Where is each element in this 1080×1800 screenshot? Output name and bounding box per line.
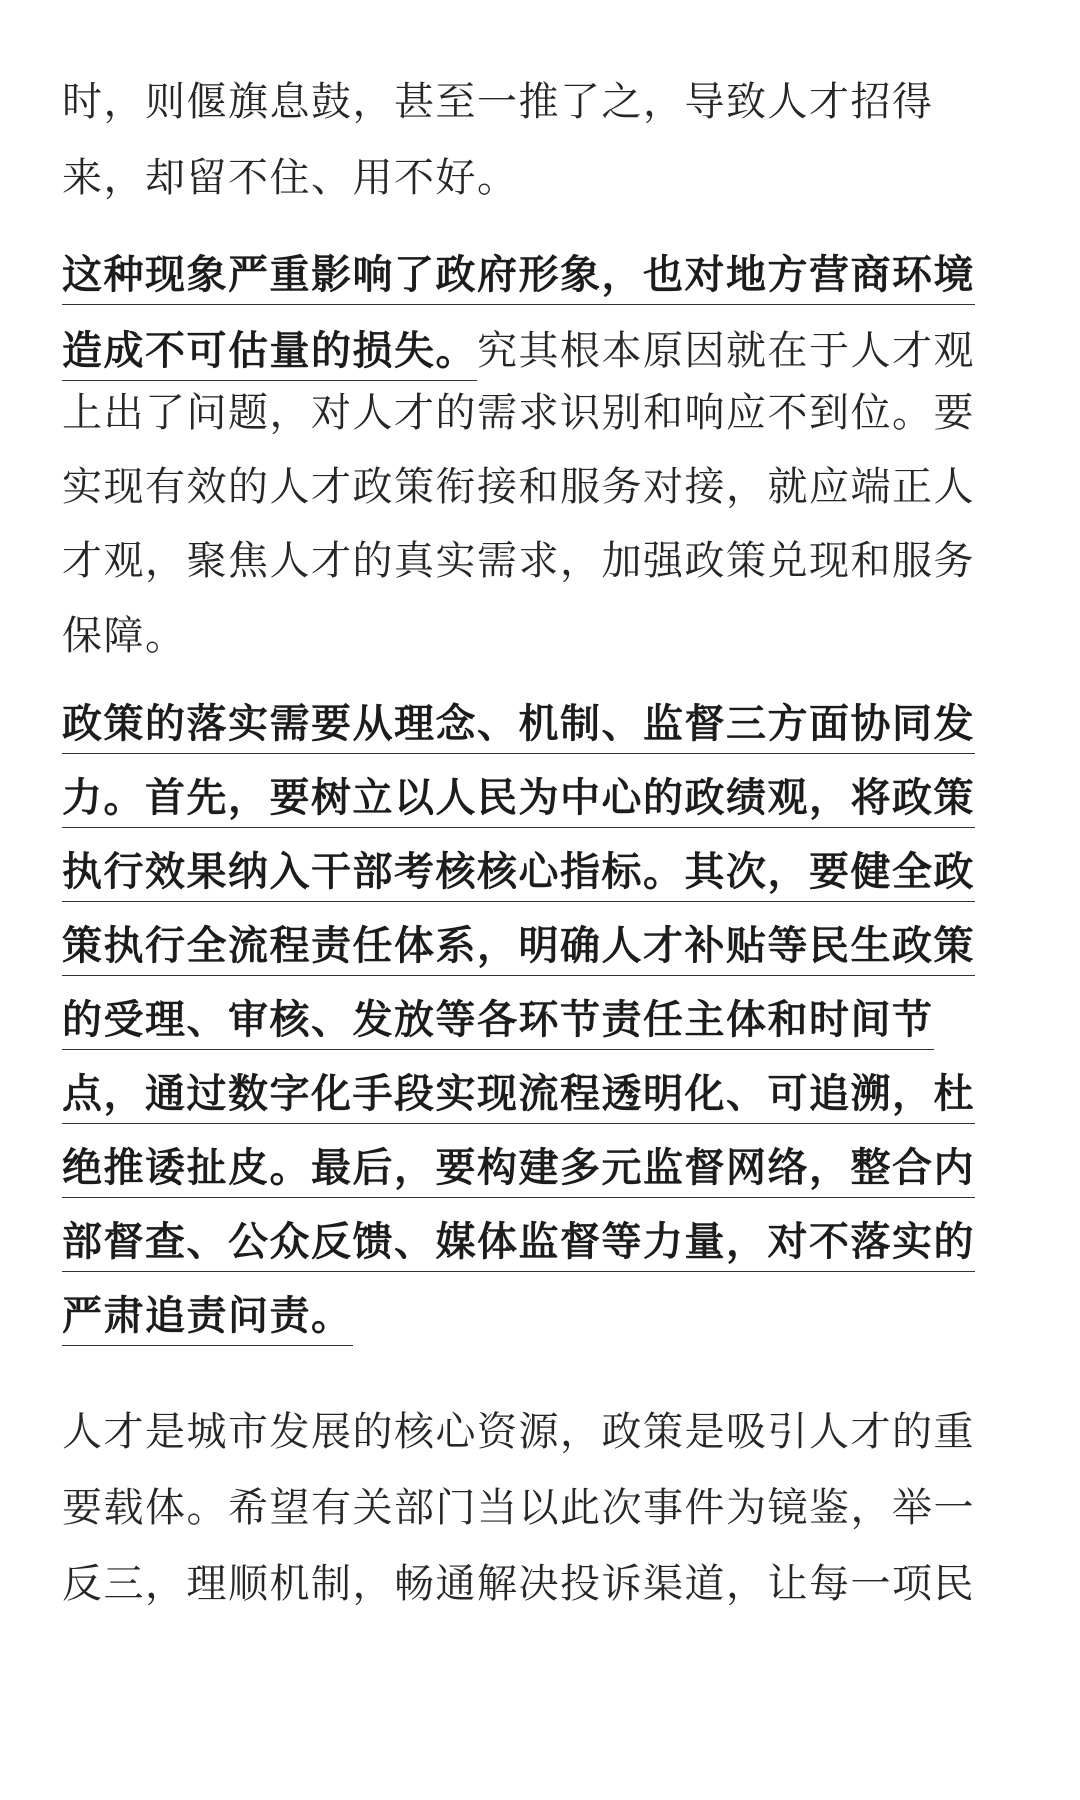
underlined-text: 执行效果纳入干部考核核心指标。其次，要健全政	[62, 849, 975, 902]
highlight-line	[62, 770, 975, 826]
underlined-text: 力。首先，要树立以人民为中心的政绩观，将政策	[62, 775, 975, 828]
highlight-line	[62, 247, 975, 303]
highlight-line	[62, 992, 934, 1048]
underlined-text: 部督查、公众反馈、媒体监督等力量，对不落实的	[62, 1219, 975, 1272]
underlined-text: 这种现象严重影响了政府形象，也对地方营商环境	[62, 252, 975, 305]
underlined-text: 策执行全流程责任体系，明确人才补贴等民生政策	[62, 923, 975, 976]
underlined-text: 政策的落实需要从理念、机制、监督三方面协同发	[62, 701, 975, 754]
underlined-text: 严肃追责问责。	[62, 1293, 353, 1346]
paragraph-line: 时，则偃旗息鼓，甚至一推了之，导致人才招得	[62, 79, 934, 125]
highlight-line	[62, 1288, 353, 1344]
highlight-line	[62, 1066, 975, 1122]
paragraph-line: 实现有效的人才政策衔接和服务对接，就应端正人	[62, 464, 975, 510]
highlight-line	[62, 1214, 975, 1270]
paragraph-line: 来，却留不住、用不好。	[62, 155, 519, 201]
paragraph-line: 保障。	[62, 613, 187, 659]
highlight-line	[62, 844, 975, 900]
paragraph-line: 上出了问题，对人才的需求识别和响应不到位。要	[62, 390, 975, 436]
paragraph-line: 反三，理顺机制，畅通解决投诉渠道，让每一项民	[62, 1561, 975, 1607]
underlined-text: 绝推诿扯皮。最后，要构建多元监督网络，整合内	[62, 1145, 975, 1198]
highlight-line	[62, 1140, 975, 1196]
paragraph-line: 人才是城市发展的核心资源，政策是吸引人才的重	[62, 1409, 975, 1455]
underlined-text: 点，通过数字化手段实现流程透明化、可追溯，杜	[62, 1071, 975, 1124]
plain-text: 究其根本原因就在于人才观	[477, 328, 975, 374]
highlight-line	[62, 918, 975, 974]
paragraph-line: 要载体。希望有关部门当以此次事件为镜鉴，举一	[62, 1485, 975, 1531]
paragraph-line: 才观，聚焦人才的真实需求，加强政策兑现和服务	[62, 538, 975, 584]
underlined-text: 的受理、审核、发放等各环节责任主体和时间节	[62, 997, 934, 1050]
highlight-line	[62, 696, 975, 752]
mixed-line	[62, 323, 975, 379]
underlined-text: 造成不可估量的损失。	[62, 328, 477, 381]
